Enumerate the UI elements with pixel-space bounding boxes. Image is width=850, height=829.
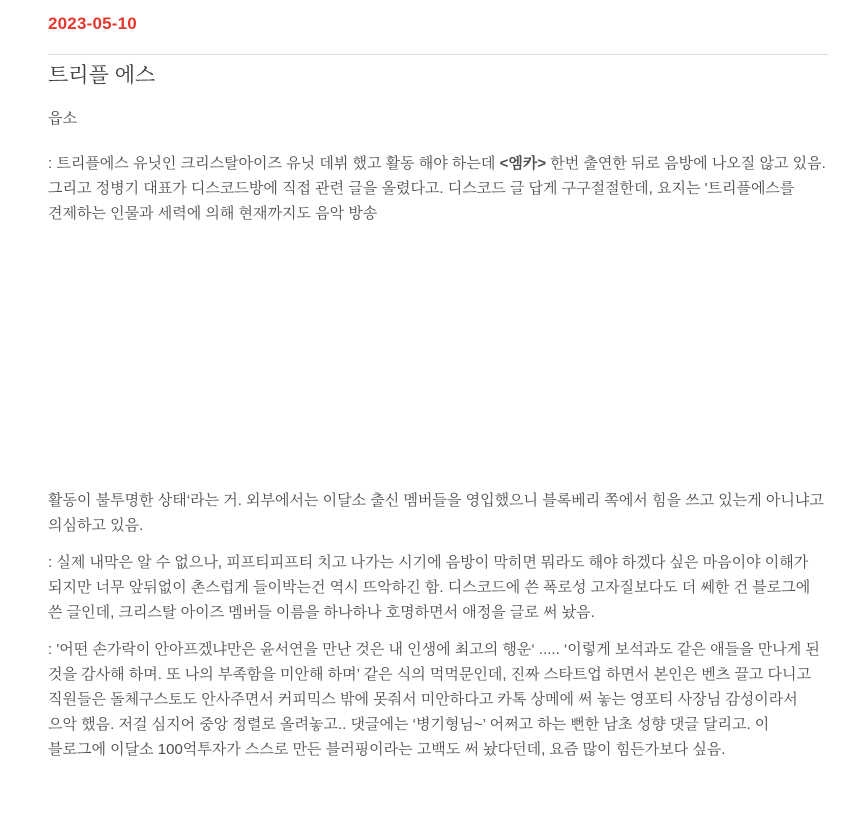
post-intro: 읍소 bbox=[48, 110, 77, 127]
paragraph-1 bbox=[48, 151, 828, 226]
paragraph-1-bold-emka: <엠카> bbox=[499, 155, 547, 172]
blank-image-placeholder bbox=[48, 226, 828, 464]
paragraph-3: : 실제 내막은 알 수 없으나, 피프티피프티 치고 나가는 시기에 음방이 막히면 뭐라도 해야 하겠다 싶은 마음이야 이해가 되지만 너무 앞뒤없이 촌스럽게 들이박는건 역시 뜨악하긴 함. 디스코드에 쓴 폭로성 고자질보다도 더 쎄한 건 블로그에 쓴 글인데, 크리스탈 아이즈 멤버들 이름을 하나하나 호명하면서 애정을 글로 써 놨음. bbox=[48, 554, 811, 621]
post-date: 2023-05-10 bbox=[48, 14, 137, 33]
post-content bbox=[48, 13, 828, 762]
divider bbox=[48, 54, 828, 55]
paragraph-1-text-post: 한번 출연한 뒤로 음방에 나오질 않고 있음. 그리고 정병기 대표가 디스코드방에 직접 관련 글을 올렸다고. 디스코드 글 답게 구구절절한데, 요지는 '트리플에스를 견제하는 인물과 세력에 의해 현재까지도 음악 방송 bbox=[48, 155, 826, 222]
paragraph-1-text-pre: : 트리플에스 유닛인 크리스탈아이즈 유닛 데뷔 했고 활동 해야 하는데 bbox=[48, 155, 500, 172]
paragraph-4: : '어떤 손가락이 안아프겠냐만은 윤서연을 만난 것은 내 인생에 최고의 행운‘ ..... ‘이렇게 보석과도 같은 애들을 만나게 된 것을 감사해 하며. 또 나의 부족함을 미안해 하며’ 같은 식의 먹먹문인데, 진짜 스타트업 하면서 본인은 벤츠 끌고 다니고 직원들은 돌체구스토도 안사주면서 커피믹스 밖에 못줘서 미안하다고 카톡 상메에 써 놓는 영포티 사장님 감성이라서 으악 했음. 저걸 심지어 중앙 정렬로 올려놓고.. 댓글에는 ‘병기형님~’ 어쩌고 하는 뻔한 남초 성향 댓글 달리고. 이 블로그에 이달소 100억투자가 스스로 만든 블러핑이라는 고백도 써 놨다던데, 요즘 많이 힘든가보다 싶음. bbox=[48, 641, 820, 758]
post-title: 트리플 에스 bbox=[48, 64, 156, 87]
paragraph-2: 활동이 불투명한 상태‘라는 거. 외부에서는 이달소 출신 멤버들을 영입했으니 블록베리 쪽에서 힘을 쓰고 있는게 아니냐고 의심하고 있음. bbox=[48, 492, 824, 534]
